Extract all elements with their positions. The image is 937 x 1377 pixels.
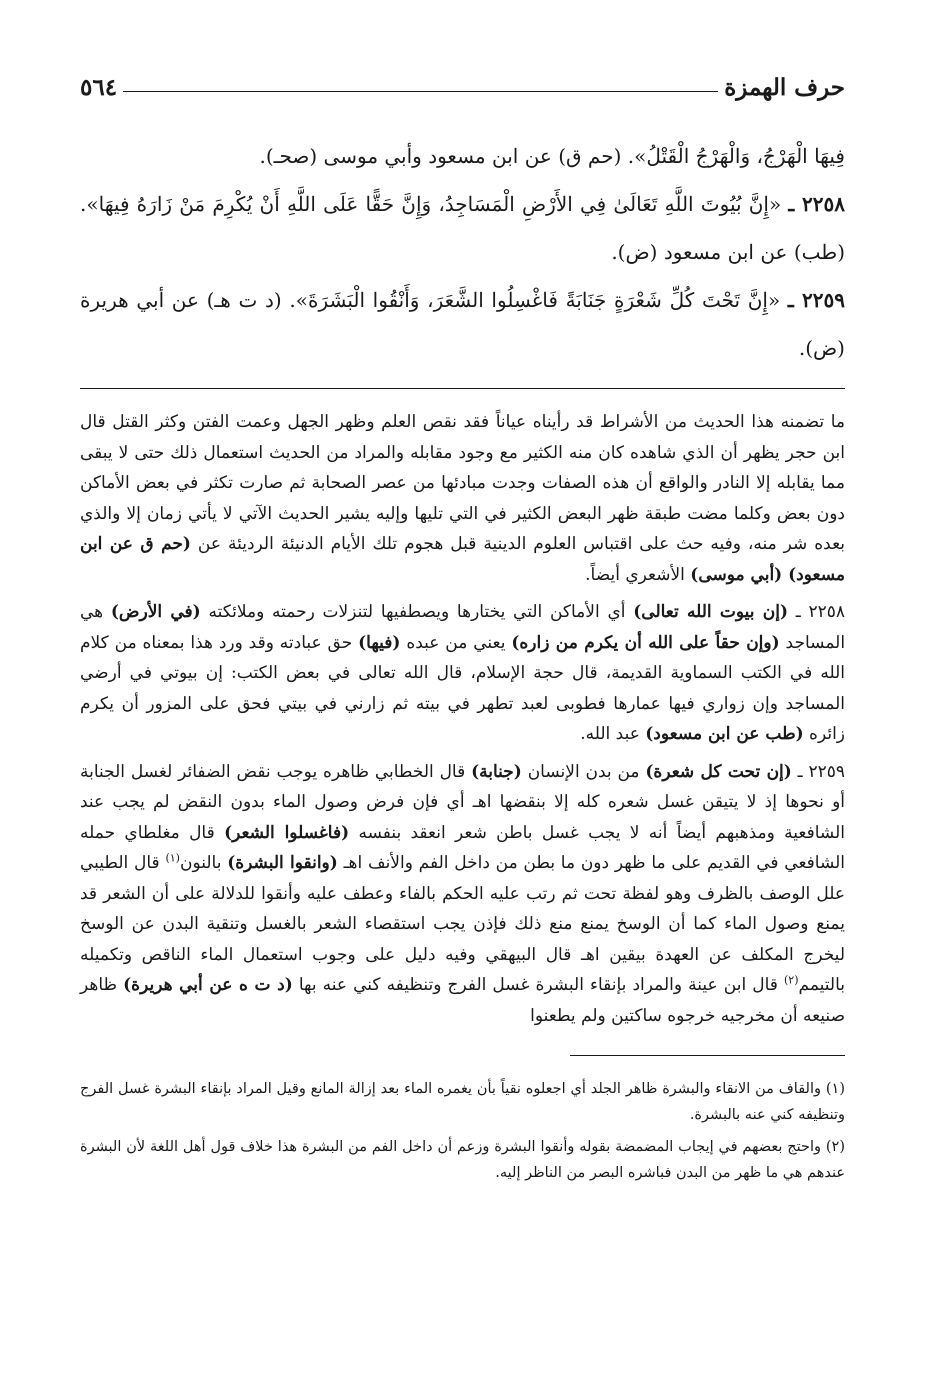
- hadith-2258: [80, 180, 845, 276]
- commentary-section: [80, 407, 845, 1031]
- hadith-text: «إِنَّ بُيُوتَ اللَّهِ تَعَالَىٰ فِي الأَرْضِ الْمَسَاجِدُ، وَإِنَّ حَقًّا عَلَى اللَّهِ أَنْ يُكْرِمَ مَنْ زَارَهُ فِيهَا». (طب) عن ابن مسعود (ض).: [80, 192, 845, 264]
- commentary-text: يعني من عبده: [406, 632, 506, 653]
- commentary-text: قال مغلطاي حمله الشافعي في القديم على ما ظهر دون ما بطن من داخل الفم والأنف اهـ: [80, 822, 846, 873]
- commentary-quote: (وانقوا البشرة): [227, 853, 338, 873]
- header-rule: [123, 91, 718, 92]
- hadith-text: فِيهَا الْهَرْجُ، وَالْهَرْجُ الْقَتْلُ». (حم ق) عن ابن مسعود وأبي موسى (صحـ).: [259, 144, 845, 168]
- commentary-paragraph-2258: [80, 597, 845, 750]
- hadith-section: [80, 132, 845, 372]
- commentary-text: الأشعري أيضاً.: [585, 564, 685, 585]
- commentary-quote: (إن تحت كل شعرة): [645, 761, 792, 782]
- commentary-quote: (جنابة): [471, 761, 522, 782]
- commentary-paragraph: [80, 407, 845, 590]
- commentary-text: قال الطيبي علل الوصف بالظرف وهو لفظة تحت ثم رتب عليه الحكم بالفاء وعطف عليه وأنقوا للدلالة على أن الشعر قد يمنع وصول الماء كما أن الوسخ يمنع منع ذلك فإذن يجب استقصاء الشعر بالغسل وتنقية البدن عن الوسخ ليخرج المكلف عن العهدة بيقين اهـ قال البيهقي وفيه دليل على وجوب استعمال الماء الناقص وتكميله بالتيمم: [80, 853, 845, 995]
- commentary-quote: (فيها): [358, 632, 401, 653]
- commentary-text: بالنون: [179, 853, 222, 873]
- commentary-source: (د ت ه عن أبي هريرة): [123, 975, 293, 995]
- hadith-text: «إِنَّ تَحْتَ كُلِّ شَعْرَةٍ جَنَابَةً فَاغْسِلُوا الشَّعَرَ، وَأَنْقُوا الْبَشَرَةَ». (د ت هـ) عن أبي هريرة (ض).: [80, 288, 845, 360]
- commentary-text: هي المساجد: [80, 602, 846, 653]
- footnote-divider: [570, 1055, 845, 1056]
- commentary-text: ما تضمنه هذا الحديث من الأشراط قد رأيناه عياناً فقد نقص العلم وظهر الجهل وعمت الفتن وكثر القتل قال ابن حجر يظهر أن الذي شاهده كان منه الكثير مع وجود مقابله والمراد من الحديث استعمال ذلك حتى لا يبقى مما يقابله إلا النادر والواقع أن هذه الصفات وجدت مبادئها من عصر الصحابة ثم صارت تكثر في بعض الأماكن دون بعض وكلما مضت طبقة ظهر البعض الكثير في التي تليها وإليه يشير الحديث الآتي لا يأتي زمان إلا والذي بعده شر منه، وفيه حث على اقتباس العلوم الدينية قبل هجوم تلك الأيام الدنيئة الرديئة عن: [80, 412, 846, 554]
- commentary-number: ٢٢٥٩ ـ: [797, 761, 846, 782]
- footnotes-section: [80, 1076, 845, 1186]
- hadith-number: ٢٢٥٩ ـ: [787, 288, 845, 312]
- commentary-text: من بدن الإنسان: [527, 761, 640, 782]
- page-header: [80, 62, 845, 112]
- commentary-text: قال الخطابي ظاهره يوجب نقض الضفائر لغسل الجنابة أو نحوها إذ لا يتيقن غسل شعره كله إلا بنقضها اهـ أي فإن فرض وصول الماء بدون النقض لم يجب عند الشافعية ومذهبهم أيضاً أنه لا يجب غسل باطن شعر انعقد بنفسه: [80, 761, 846, 843]
- footnote-marker[interactable]: (٢): [783, 973, 799, 987]
- commentary-text: حق عبادته وقد ورد هذا بمعناه من كلام الله في الكتب السماوية القديمة، قال حجة الإسلام، قال الله تعالى في بعض الكتب: إن بيوتي في أرضي المساجد وإن زواري فيها عمارها فطوبى لعبد تطهر في بيته ثم زارني في بيتي فحق على المزور أن يكرم زائره: [80, 632, 845, 744]
- hadith-continuation: [80, 132, 845, 180]
- commentary-number: ٢٢٥٨ ـ: [795, 602, 846, 622]
- footnote-2: [80, 1134, 845, 1186]
- page-number: ٥٦٤: [80, 73, 118, 101]
- footnote-number: (١): [825, 1081, 845, 1097]
- commentary-text: قال ابن عينة والمراد بإنقاء البشرة غسل الفرج وتنظيفه كني عنه بها: [298, 975, 778, 995]
- commentary-text: ظاهر صنيعه أن مخرجيه خرجوه ساكتين ولم يطعنوا: [80, 975, 845, 1026]
- footnote-marker[interactable]: (١): [165, 851, 180, 865]
- hadith-2259: [80, 276, 845, 372]
- section-divider: [80, 388, 845, 389]
- chapter-title: حرف الهمزة: [724, 73, 845, 101]
- commentary-paragraph-2259: [80, 757, 845, 1032]
- footnote-text: واحتج بعضهم في إيجاب المضمضة بقوله وأنقوا البشرة وزعم أن داخل الفم من البشرة هذا خلاف قول أهل اللغة لأن البشرة عندهم هي ما ظهر من البدن فباشره البصر من الناظر إليه.: [80, 1139, 845, 1181]
- commentary-source: (طب عن ابن مسعود): [645, 724, 804, 744]
- commentary-quote: (فاغسلوا الشعر): [224, 822, 350, 843]
- commentary-quote: (في الأرض): [110, 602, 201, 622]
- footnote-1: [80, 1076, 845, 1128]
- footnote-text: والقاف من الانقاء والبشرة ظاهر الجلد أي اجعلوه نقياً بأن يغمره الماء بعد إزالة المانع وقيل المراد بإنقاء البشرة غسل الفرج وتنظيفه كني عنه بالبشرة.: [80, 1081, 845, 1123]
- commentary-quote: (وإن حقاً على الله أن يكرم من زاره): [511, 632, 780, 653]
- commentary-text: عبد الله.: [580, 724, 640, 744]
- footnote-number: (٢): [825, 1139, 845, 1155]
- book-page: [80, 62, 845, 1192]
- commentary-source: (حم ق عن ابن مسعود) (أبي موسى): [80, 534, 845, 585]
- hadith-number: ٢٢٥٨ ـ: [788, 192, 845, 216]
- commentary-quote: (إن بيوت الله تعالى): [633, 602, 789, 622]
- commentary-text: أي الأماكن التي يختارها ويصطفيها لتنزلات رحمته وملائكته: [208, 602, 626, 622]
